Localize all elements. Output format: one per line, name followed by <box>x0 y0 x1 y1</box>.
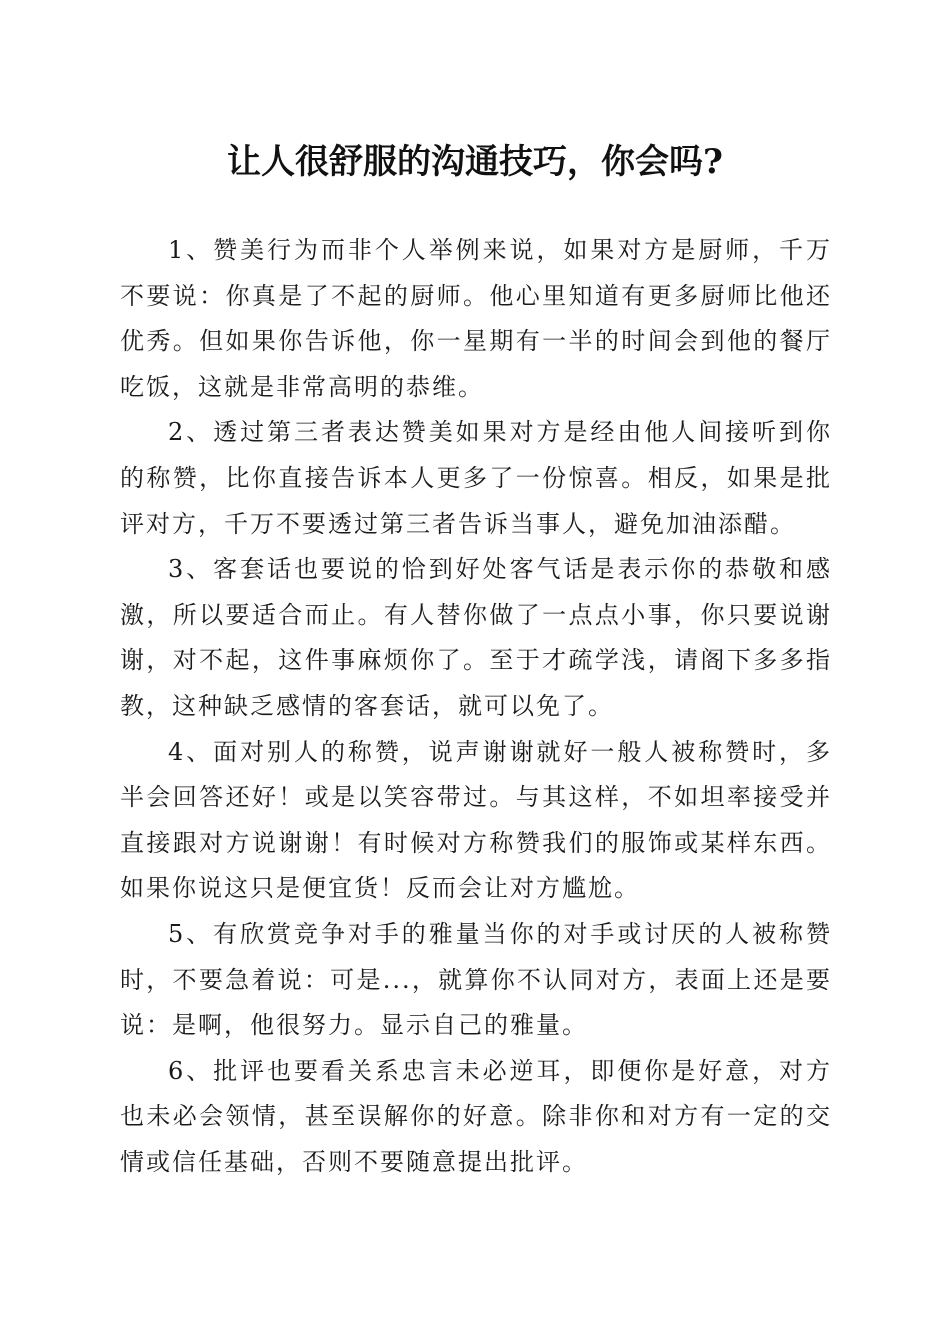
paragraph-5: 5、有欣赏竞争对手的雅量当你的对手或讨厌的人被称赞时，不要急着说：可是...，就算你不认同对方，表面上还是要说：是啊，他很努力。显示自己的雅量。 <box>120 919 832 1040</box>
document-body <box>120 228 832 1185</box>
paragraph-1: 1、赞美行为而非个人举例来说，如果对方是厨师，千万不要说：你真是了不起的厨师。他心里知道有更多厨师比他还优秀。但如果你告诉他，你一星期有一半的时间会到他的餐厅吃饭，这就是非常高明的恭维。 <box>120 236 832 401</box>
paragraph-3: 3、客套话也要说的恰到好处客气话是表示你的恭敬和感激，所以要适合而止。有人替你做了一点点小事，你只要说谢谢，对不起，这件事麻烦你了。至于才疏学浅，请阁下多多指教，这种缺乏感情的客套话，就可以免了。 <box>120 555 832 720</box>
paragraph-4: 4、面对别人的称赞，说声谢谢就好一般人被称赞时，多半会回答还好！或是以笑容带过。与其这样，不如坦率接受并直接跟对方说谢谢！有时候对方称赞我们的服饰或某样东西。如果你说这只是便宜货！反而会让对方尴尬。 <box>120 737 832 903</box>
paragraph-2: 2、透过第三者表达赞美如果对方是经由他人间接听到你的称赞，比你直接告诉本人更多了一份惊喜。相反，如果是批评对方，千万不要透过第三者告诉当事人，避免加油添醋。 <box>120 418 832 538</box>
paragraph-6: 6、批评也要看关系忠言未必逆耳，即便你是好意，对方也未必会领情，甚至误解你的好意。除非你和对方有一定的交情或信任基础，否则不要随意提出批评。 <box>120 1056 832 1176</box>
document-title: 让人很舒服的沟通技巧，你会吗? <box>227 142 723 182</box>
